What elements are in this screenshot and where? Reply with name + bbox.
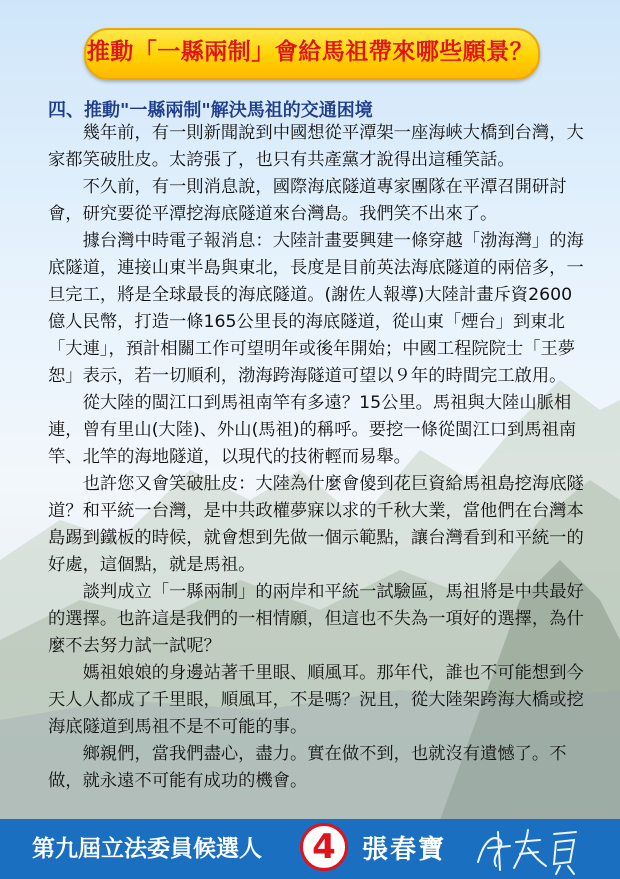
paragraph: 不久前，有一則消息說，國際海底隧道專家團隊在平潭召開研討會，研究要從平潭挖海底隧道來台灣島。我們笑不出來了。 [48,177,567,224]
paragraph: 媽祖娘娘的身邊站著千里眼、順風耳。那年代，誰也不可能想到今天人人都成了千里眼，順風耳，不是嗎？況且，從大陸架跨海大橋或挖海底隧道到馬祖不是不可能的事。 [48,663,584,737]
section-heading: 四、推動"一縣兩制"解決馬祖的交通困境 [48,100,373,121]
paragraph: 也許您又會笑破肚皮：大陸為什麼會傻到花巨資給馬祖島挖海底隧道？和平統一台灣，是中共政權夢寐以求的千秋大業，當他們在台灣本島踢到鐵板的時候，就會想到先做一個示範點，讓台灣看到和平統一的好處，這個點，就是馬祖。 [48,474,584,575]
paragraph: 據台灣中時電子報消息：大陸計畫要興建一條穿越「渤海灣」的海底隧道，連接山東半島與東北，長度是目前英法海底隧道的兩倍多，一旦完工，將是全球最長的海底隧道。(謝佐人報導)大陸計畫斥資2600億人民幣，打造一條165公里長的海底隧道，從山東「煙台」到東北「大連」，預計相關工作可望明年或後年開始；中國工程院院士「王夢恕」表示，若一切順利，渤海跨海隧道可望以９年的時間完工啟用。 [48,231,584,386]
paragraph: 從大陸的閩江口到馬祖南竿有多遠？15公里。馬祖與大陸山脈相連，曾有里山(大陸)、外山(馬祖)的稱呼。要挖一條從閩江口到馬祖南竿、北竿的海地隧道，以現代的技術輕而易舉。 [48,393,577,467]
paragraph: 幾年前，有一則新聞說到中國想從平潭架一座海峽大橋到台灣，大家都笑破肚皮。太誇張了，也只有共產黨才說得出這種笑話。 [48,123,584,170]
paragraph: 談判成立「一縣兩制」的兩岸和平統一試驗區，馬祖將是中共最好的選擇。也許這是我們的一相情願，但這也不失為一項好的選擇，為什麼不去努力試一試呢？ [48,582,584,656]
candidate-name: 張春寶 [362,835,447,865]
candidate-number-badge: 4 [300,823,348,871]
candidate-label: 第九屆立法委員候選人 [32,836,262,862]
handwritten-signature [470,822,588,876]
page-title: 推動「一縣兩制」會給馬祖帶來哪些願景？ [86,39,534,65]
paragraph: 鄉親們，當我們盡心，盡力。實在做不到，也就沒有遺憾了。不做，就永遠不可能有成功的機會。 [48,744,567,791]
body-text [48,120,588,795]
